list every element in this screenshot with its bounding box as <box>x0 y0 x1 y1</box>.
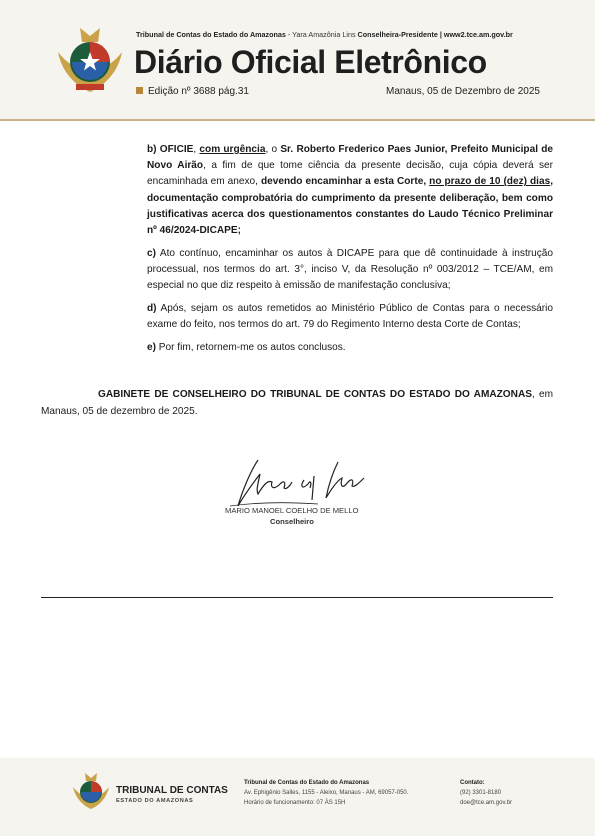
tce-am-crest-icon <box>52 22 128 98</box>
header-divider <box>0 119 595 121</box>
handwritten-signature <box>228 452 378 512</box>
edition-marker <box>136 87 143 94</box>
header-info-line: Tribunal de Contas do Estado do Amazonas - Yara Amazônia Lins Conselheira-Presidente | www2.tce.am.gov.br <box>136 30 513 39</box>
footer-contact-block <box>460 778 512 808</box>
signatory-role: Conselheiro <box>270 517 314 526</box>
footer-address: Av. Ephigênio Salles, 1155 - Aleixo, Manaus - AM, 69057-050. <box>244 790 409 796</box>
item-b: b) OFICIE, com urgência, o Sr. Roberto Frederico Paes Junior, Prefeito Municipal de Novo Airão, a fim de que tome ciência da presente decisão, cuja cópia deverá ser encaminhada em anexo, devendo encaminhar a esta Corte, no prazo de 10 (dez) dias, documentação comprobatória do cumprimento da presente deliberação, bem como justificativas acerca dos questionamentos constantes do Laudo Técnico Preliminar nº 46/2024-DICAPE; <box>147 144 554 237</box>
footer-phone: (92) 3301-8180 <box>460 790 502 796</box>
edition-number: Edição nº 3688 pág.31 <box>136 86 249 97</box>
footer-email[interactable]: doe@tce.am.gov.br <box>460 800 513 806</box>
tce-am-crest-icon <box>70 770 112 812</box>
signatory-name: MARIO MANOEL COELHO DE MELLO <box>225 506 359 515</box>
footer-hours: Horário de funcionamento: 07 ÀS 15H <box>244 800 346 806</box>
decision-body <box>147 142 553 362</box>
footer-contact-label: Contato: <box>460 780 485 786</box>
item-e: e) Por fim, retornem-me os autos conclusos. <box>147 341 346 353</box>
document-end-rule <box>41 597 553 598</box>
footer-brand: TRIBUNAL DE CONTAS <box>116 785 228 796</box>
item-d: d) Após, sejam os autos remetidos ao Ministério Público de Contas para o necessário exame do feito, nos termos do art. 79 do Regimento Interno desta Corte de Contas; <box>147 302 553 331</box>
footer-address-block <box>244 778 408 808</box>
item-c: c) Ato contínuo, encaminhar os autos à DICAPE para que dê continuidade à instrução processual, nos termos do art. 3°, inciso V, da Resolução nº 003/2012 – TCE/AM, em especial no que diz respeito à emissão de manifestação conclusiva; <box>147 247 553 292</box>
closing-paragraph: GABINETE DE CONSELHEIRO DO TRIBUNAL DE CONTAS DO ESTADO DO AMAZONAS, em Manaus, 05 de dezembro de 2025. <box>41 389 553 417</box>
footer-brand-sub: ESTADO DO AMAZONAS <box>116 798 194 804</box>
masthead-title: Diário Oficial Eletrônico <box>134 44 487 80</box>
footer-org-name: Tribunal de Contas do Estado do Amazonas <box>244 780 370 786</box>
edition-date: Manaus, 05 de Dezembro de 2025 <box>386 86 540 97</box>
